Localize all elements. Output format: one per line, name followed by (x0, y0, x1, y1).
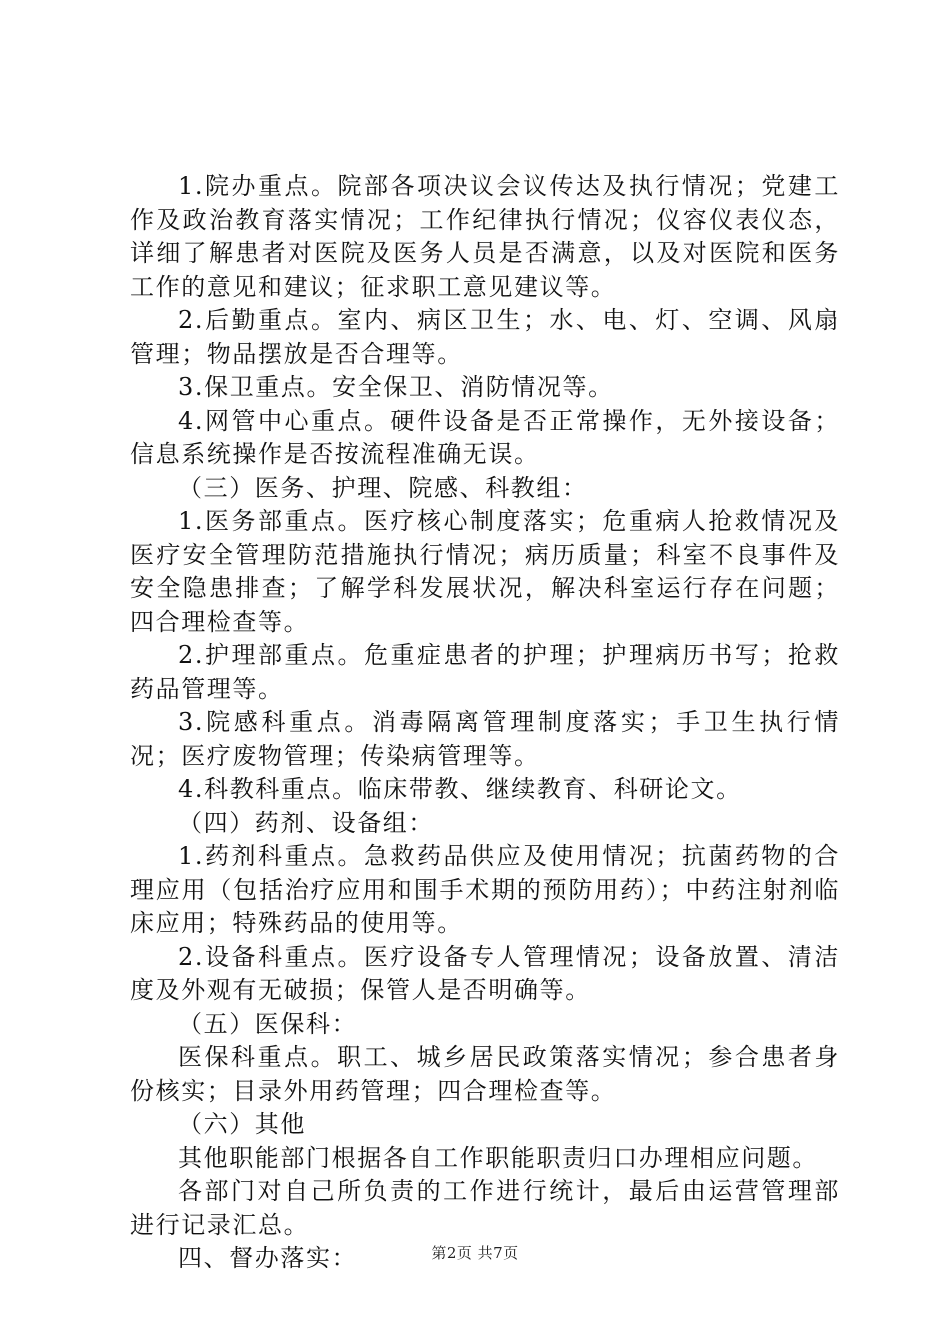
paragraph-infection-focus: 3.院感科重点。消毒隔离管理制度落实；手卫生执行情况；医疗废物管理；传染病管理等。 (130, 708, 840, 770)
paragraph-security-focus: 3.保卫重点。安全保卫、消防情况等。 (178, 373, 614, 401)
section-heading-insurance: （五）医保科： (178, 1009, 358, 1038)
section-heading-supervision: 四、督办落实： (178, 1244, 358, 1272)
paragraph-other-depts: 其他职能部门根据各自工作职能职责归口办理相应问题。 (178, 1143, 818, 1172)
page-number-footer: 第2页 共7页 (431, 1244, 519, 1262)
document-body (130, 170, 840, 1276)
paragraph-office-focus: 1.院办重点。院部各项决议会议传达及执行情况；党建工作及政治教育落实情况；工作纪律执行情况；仪容仪表仪态，详细了解患者对医院及医务人员是否满意，以及对医院和医务工作的意见和建议；征求职工意见建议等。 (130, 172, 840, 301)
section-heading-medical-group: （三）医务、护理、院感、科教组： (178, 473, 588, 502)
paragraph-equipment-focus: 2.设备科重点。医疗设备专人管理情况；设备放置、清洁度及外观有无破损；保管人是否明确等。 (130, 942, 840, 1004)
paragraph-pharmacy-focus: 1.药剂科重点。急救药品供应及使用情况；抗菌药物的合理应用（包括治疗应用和围手术期的预防用药）；中药注射剂临床应用；特殊药品的使用等。 (130, 842, 840, 937)
section-heading-other: （六）其他 (178, 1110, 306, 1138)
paragraph-education-focus: 4.科教科重点。临床带教、继续教育、科研论文。 (178, 775, 742, 803)
paragraph-network-focus: 4.网管中心重点。硬件设备是否正常操作，无外接设备；信息系统操作是否按流程准确无误。 (130, 406, 840, 468)
paragraph-logistics-focus: 2.后勤重点。室内、病区卫生；水、电、灯、空调、风扇管理；物品摆放是否合理等。 (130, 306, 840, 368)
paragraph-statistics-summary: 各部门对自己所负责的工作进行统计，最后由运营管理部进行记录汇总。 (130, 1177, 840, 1239)
paragraph-nursing-focus: 2.护理部重点。危重症患者的护理；护理病历书写；抢救药品管理等。 (130, 641, 840, 703)
paragraph-medical-dept-focus: 1.医务部重点。医疗核心制度落实；危重病人抢救情况及医疗安全管理防范措施执行情况；病历质量；科室不良事件及安全隐患排查；了解学科发展状况，解决科室运行存在问题；四合理检查等。 (130, 507, 840, 636)
paragraph-insurance-focus: 医保科重点。职工、城乡居民政策落实情况；参合患者身份核实；目录外用药管理；四合理检查等。 (130, 1043, 840, 1105)
section-heading-pharmacy-group: （四）药剂、设备组： (178, 808, 434, 837)
